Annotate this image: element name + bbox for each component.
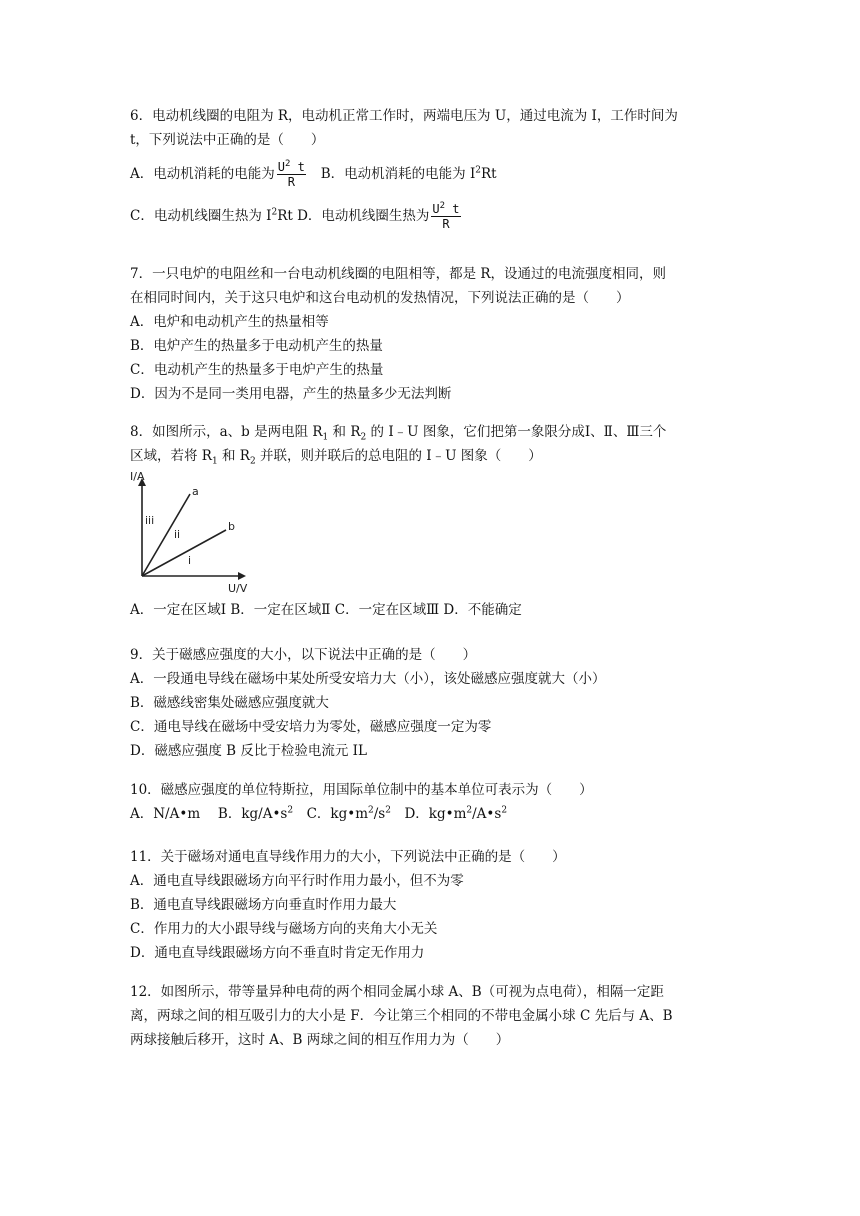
q8-stem-line-2	[130, 444, 740, 468]
line-b-label: b	[228, 520, 235, 533]
q8-stem-1b: 和 R	[328, 424, 361, 440]
q6-option-c-tail: Rt D．电动机线圈生热为	[277, 208, 430, 224]
q10-stem: 10．磁感应强度的单位特斯拉，用国际单位制中的基本单位可表示为（ ）	[130, 782, 593, 798]
q8-sub-2: 2	[360, 432, 367, 443]
q9-option-a: A．一段通电导线在磁场中某处所受安培力大（小），该处磁感应强度就大（小）	[130, 671, 606, 687]
frac-numerator: U	[432, 202, 440, 216]
frac-t: t	[290, 160, 305, 174]
q6-options-cd	[130, 198, 740, 234]
q6-option-b-text: B．电动机消耗的电能为 I	[320, 166, 476, 182]
q12-line-3: 两球接触后移开，这时 A、B 两球之间的相互作用力为（ ）	[130, 1032, 510, 1048]
q10-opt-d2: /A•s	[472, 806, 502, 822]
q11-stem: 11．关于磁场对通电直导线作用力的大小，下列说法中正确的是（ ）	[130, 849, 566, 865]
q7-option-b: B．电炉产生的热量多于电动机产生的热量	[130, 338, 383, 354]
q10-opt-c: C．kg•m	[293, 806, 369, 822]
question-8-options	[130, 598, 740, 622]
q7-option-c: C．电动机产生的热量多于电炉产生的热量	[130, 362, 384, 378]
q8-sub-4: 2	[249, 456, 256, 467]
q9-stem: 9．关于磁感应强度的大小，以下说法中正确的是（ ）	[130, 647, 477, 663]
q6-option-c-sup: 2	[271, 207, 278, 218]
q8-stem-1c: 的 I﹣U 图象，它们把第一象限分成Ⅰ、Ⅱ、Ⅲ三个	[366, 424, 667, 440]
region-i-label: i	[188, 554, 192, 567]
region-ii-label: ii	[174, 528, 181, 541]
q10-opt-c2: /s	[373, 806, 386, 822]
q7-option-a: A．电炉和电动机产生的热量相等	[130, 314, 329, 330]
question-7	[130, 262, 740, 406]
q6-option-c-text: C．电动机线圈生热为 I	[130, 208, 272, 224]
q10-opt-d: D．kg•m	[390, 806, 467, 822]
q11-option-d: D．通电直导线跟磁场方向不垂直时肯定无作用力	[130, 945, 425, 961]
q8-stem-2a: 区域，若将 R	[130, 448, 212, 464]
q6-option-a-text: A．电动机消耗的电能为	[130, 166, 275, 182]
q8-sub-3: 1	[211, 456, 218, 467]
q8-stem-line-1	[130, 420, 740, 444]
frac-denominator: R	[442, 217, 450, 231]
frac-sup: 2	[439, 201, 446, 211]
question-12	[130, 980, 740, 1052]
frac-numerator: U	[277, 160, 285, 174]
q7-stem-line-2: 在相同时间内，关于这只电炉和这台电动机的发热情况，下列说法正确的是（ ）	[130, 290, 630, 306]
q8-stem-2b: 和 R	[217, 448, 250, 464]
question-8	[130, 420, 740, 468]
question-6	[130, 104, 740, 234]
q6-option-b-tail: Rt	[481, 166, 497, 182]
q9-option-c: C．通电导线在磁场中受安培力为零处，磁感应强度一定为零	[130, 719, 492, 735]
q9-option-b: B．磁感线密集处磁感应强度就大	[130, 695, 329, 711]
y-axis-label: I/A	[130, 470, 145, 483]
question-10	[130, 778, 740, 826]
q8-sub-1: 1	[322, 432, 329, 443]
q10-sup-5: 2	[501, 805, 508, 816]
q10-sup-3: 2	[385, 805, 391, 816]
x-axis-label: U/V	[228, 582, 248, 595]
q10-sup-1: 2	[287, 805, 294, 816]
q10-sup-2: 2	[368, 805, 374, 816]
q6-option-a-fraction	[277, 160, 306, 189]
question-11	[130, 845, 740, 965]
frac-t: t	[445, 202, 460, 216]
q10-sup-4: 2	[466, 805, 473, 816]
x-axis-arrow	[238, 572, 246, 580]
q9-option-d: D．磁感应强度 B 反比于检验电流元 IL	[130, 743, 367, 759]
question-9	[130, 643, 740, 763]
q6-stem-line-1: 6．电动机线圈的电阻为 R，电动机正常工作时，两端电压为 U，通过电流为 I，工作时间为	[130, 108, 678, 124]
q6-option-b-sup: 2	[475, 165, 482, 176]
q6-options-ab	[130, 156, 740, 192]
q11-option-c: C．作用力的大小跟导线与磁场方向的夹角大小无关	[130, 921, 438, 937]
iu-graph	[128, 470, 258, 596]
q8-stem-1a: 8．如图所示，a、b 是两电阻 R	[130, 424, 323, 440]
q7-option-d: D．因为不是同一类用电器，产生的热量多少无法判断	[130, 386, 452, 402]
q10-options	[130, 802, 740, 826]
region-iii-label: iii	[145, 514, 155, 527]
q6-option-d-fraction	[431, 202, 460, 231]
q8-options: A．一定在区域Ⅰ B．一定在区域Ⅱ C．一定在区域Ⅲ D．不能确定	[130, 602, 522, 618]
line-a-label: a	[192, 485, 199, 498]
q11-option-a: A．通电直导线跟磁场方向平行时作用力最小，但不为零	[130, 873, 464, 889]
frac-sup: 2	[284, 159, 291, 169]
q12-line-2: 离，两球之间的相互吸引力的大小是 F．今让第三个相同的不带电金属小球 C 先后与 A、B	[130, 1008, 673, 1024]
q8-stem-2c: 并联，则并联后的总电阻的 I﹣U 图象（ ）	[255, 448, 542, 464]
q10-opt-ab: A．N/A•m B．kg/A•s	[130, 806, 288, 822]
q6-stem-line-2: t，下列说法中正确的是（ ）	[130, 132, 325, 148]
frac-denominator: R	[287, 175, 295, 189]
q7-stem-line-1: 7．一只电炉的电阻丝和一台电动机线圈的电阻相等，都是 R，设通过的电流强度相同，则	[130, 266, 667, 282]
q12-line-1: 12．如图所示，带等量异种电荷的两个相同金属小球 A、B（可视为点电荷），相隔一定距	[130, 984, 664, 1000]
q11-option-b: B．通电直导线跟磁场方向垂直时作用力最大	[130, 897, 397, 913]
